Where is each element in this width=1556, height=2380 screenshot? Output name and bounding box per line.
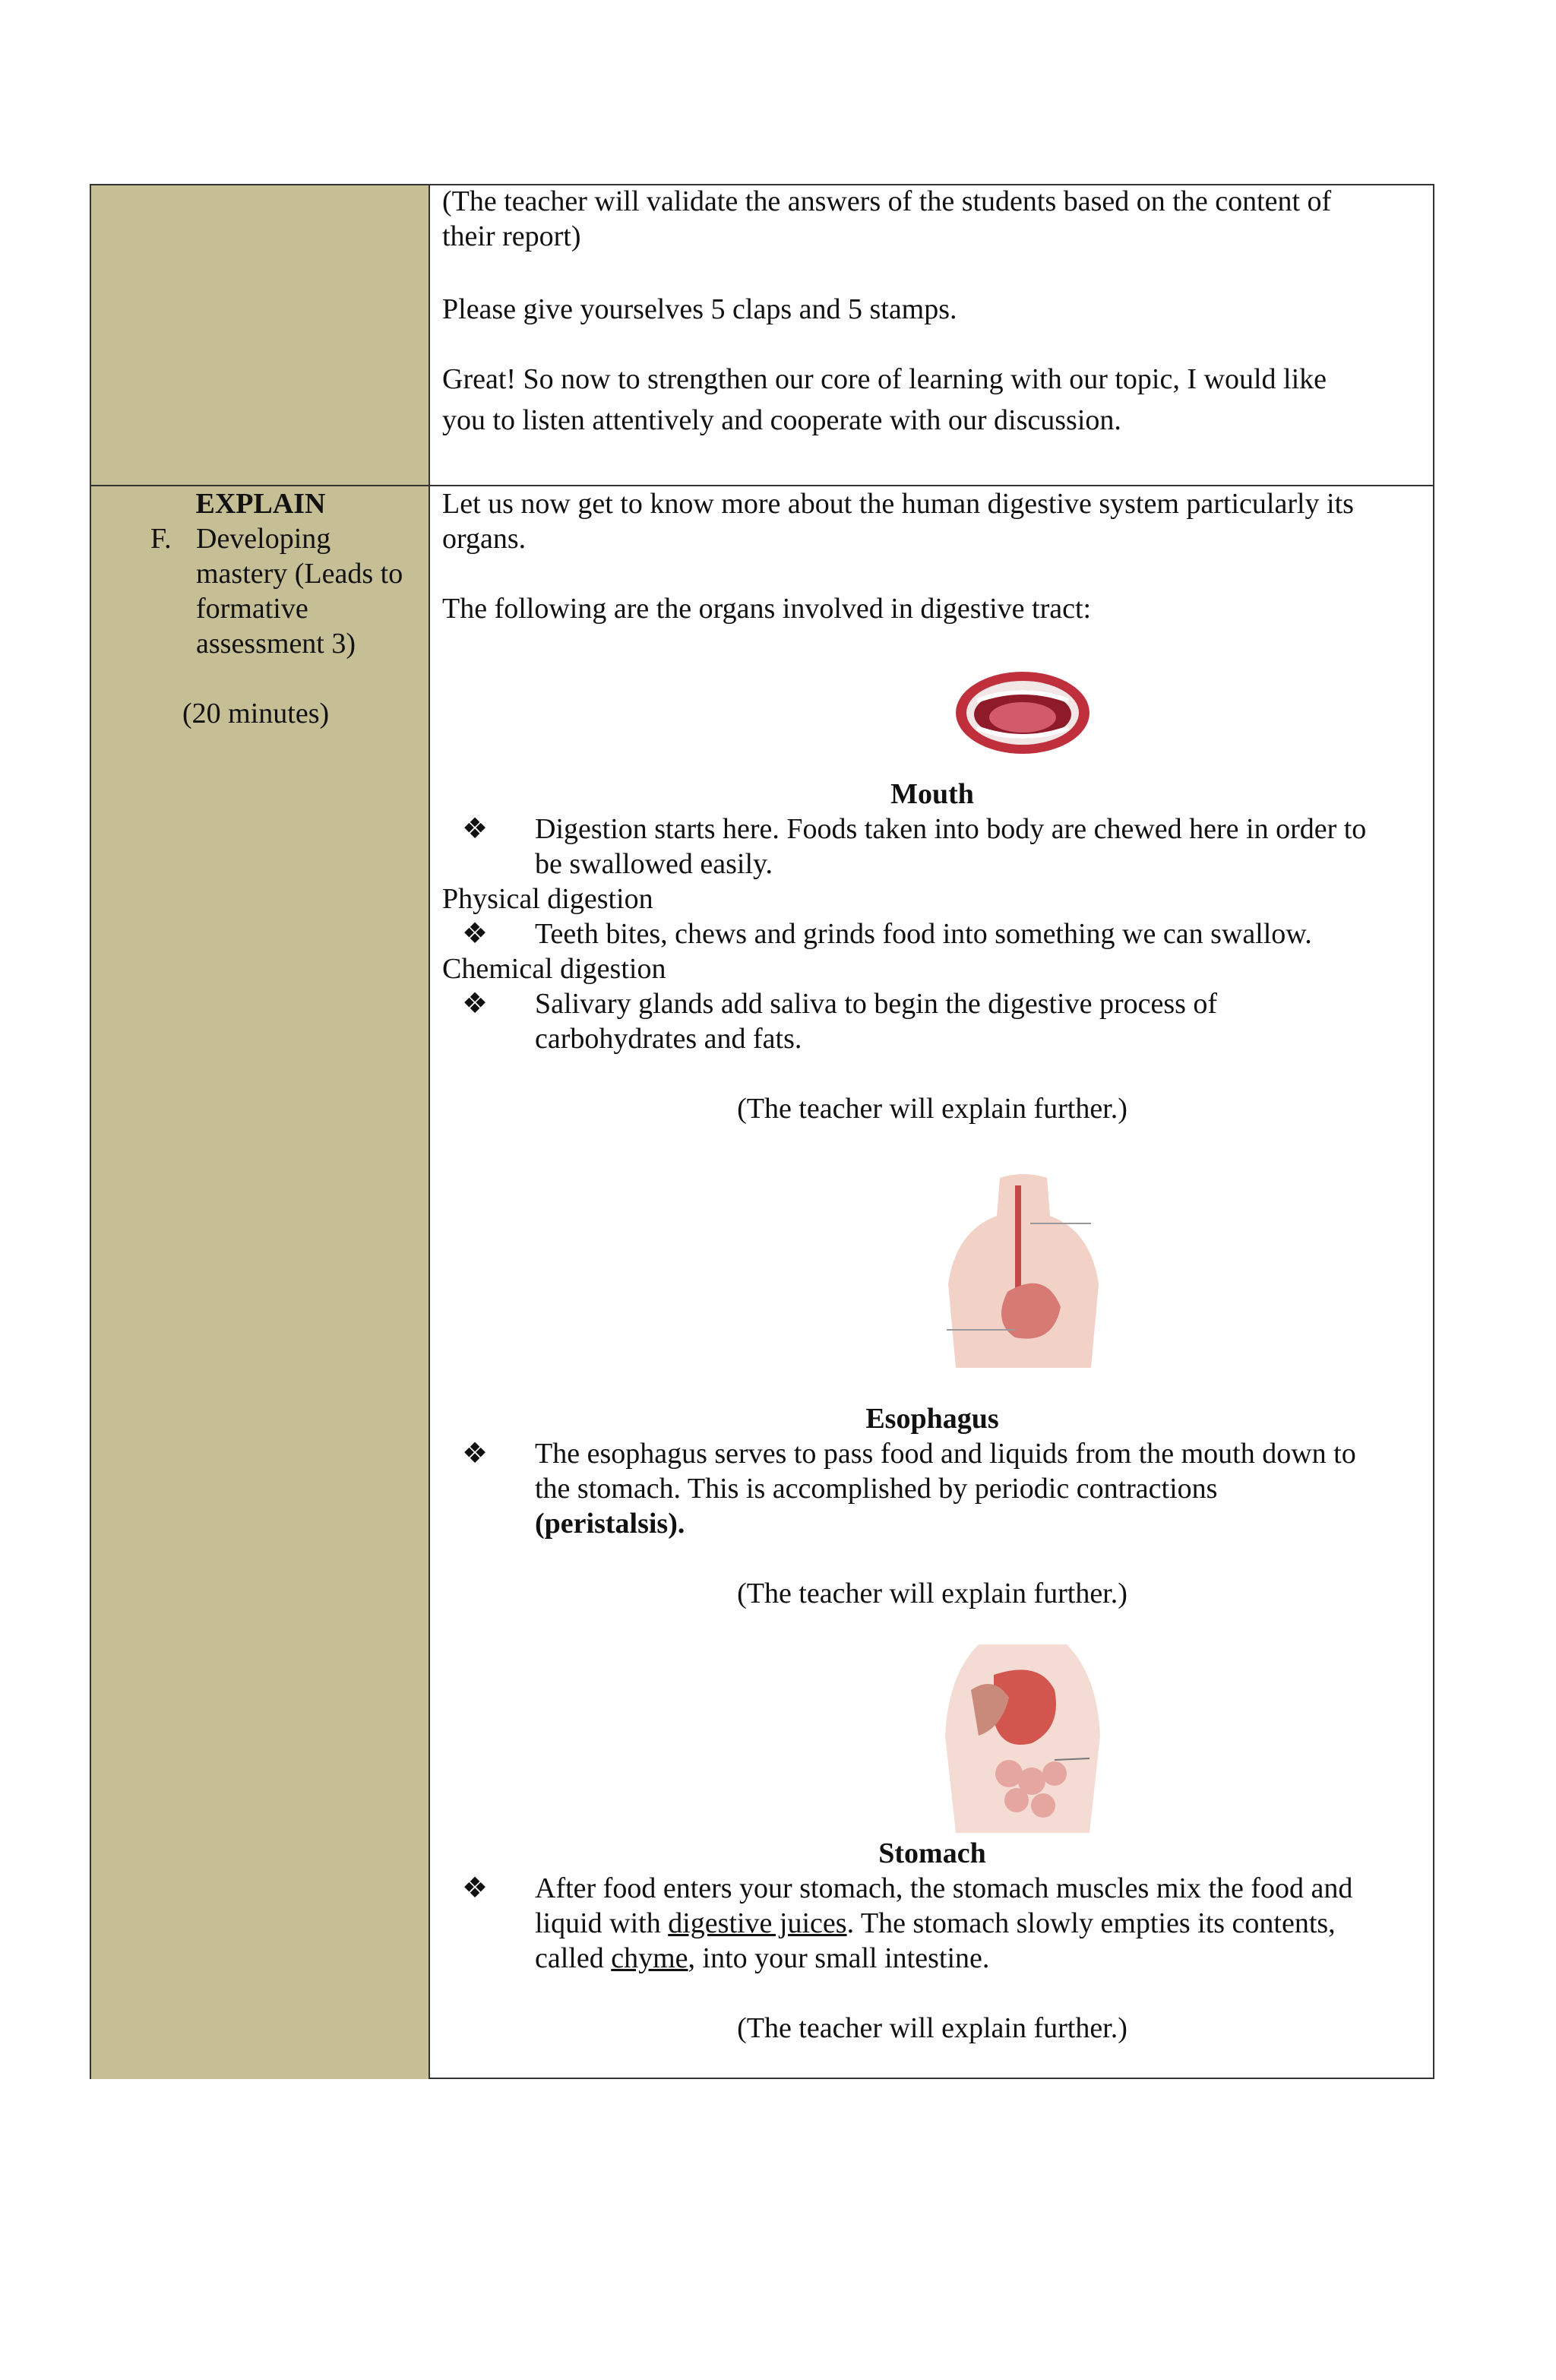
mouth-image xyxy=(954,670,1091,755)
table-row xyxy=(91,185,1433,485)
bullet-text: be swallowed easily. xyxy=(535,848,773,880)
term-chyme: chyme xyxy=(611,1942,688,1974)
bullet-icon: ❖ xyxy=(462,1438,489,1470)
bullet-text: After food enters your stomach, the stomach muscles mix the food and xyxy=(535,1872,1353,1904)
paragraph: Please give yourselves 5 claps and 5 stamps. xyxy=(442,293,957,325)
teacher-note: (The teacher will explain further.) xyxy=(737,1578,1127,1609)
term-digestive-juices: digestive juices xyxy=(668,1907,847,1939)
bullet-text: carbohydrates and fats. xyxy=(535,1023,802,1055)
intro-line: organs. xyxy=(442,523,527,555)
bullet-text-term: (peristalsis). xyxy=(535,1508,685,1540)
list-letter: F. xyxy=(150,523,172,555)
text-run: , into your small intestine. xyxy=(688,1942,990,1974)
bullet-text: The esophagus serves to pass food and liquids from the mouth down to xyxy=(535,1438,1356,1470)
esophagus-image xyxy=(939,1170,1108,1378)
bullet-icon: ❖ xyxy=(462,1872,489,1904)
teacher-note: (The teacher will explain further.) xyxy=(737,2012,1127,2044)
bullet-icon: ❖ xyxy=(462,918,489,950)
lesson-plan-table xyxy=(90,184,1434,2079)
bullet-text: Digestion starts here. Foods taken into body are chewed here in order to xyxy=(535,813,1367,845)
objective-line: formative xyxy=(196,593,308,625)
objective-line: mastery (Leads to xyxy=(196,558,403,590)
section-heading: EXPLAIN xyxy=(195,488,326,520)
objective-line: Developing xyxy=(196,523,331,555)
organ-title-stomach: Stomach xyxy=(878,1837,986,1869)
paragraph-line: their report) xyxy=(442,220,581,252)
stomach-image xyxy=(941,1644,1105,1833)
duration: (20 minutes) xyxy=(182,698,330,730)
left-cell-explain xyxy=(91,486,430,2079)
organ-title-mouth: Mouth xyxy=(890,778,974,810)
bullet-icon: ❖ xyxy=(462,813,489,845)
left-cell-empty xyxy=(91,185,430,485)
bullet-text xyxy=(535,1941,989,1976)
organ-title-esophagus: Esophagus xyxy=(865,1403,999,1435)
paragraph-line: you to listen attentively and cooperate with our discussion. xyxy=(442,404,1121,436)
bullet-text xyxy=(535,1906,1336,1941)
subheading-chemical: Chemical digestion xyxy=(442,953,666,985)
bullet-text: Teeth bites, chews and grinds food into something we can swallow. xyxy=(535,918,1312,950)
intro-line: The following are the organs involved in digestive tract: xyxy=(442,593,1092,625)
right-cell-validation xyxy=(430,185,1433,485)
table-row xyxy=(91,485,1433,2079)
bullet-icon: ❖ xyxy=(462,988,489,1020)
text-run: . The stomach slowly empties its contents, xyxy=(846,1907,1336,1939)
bullet-text: Salivary glands add saliva to begin the digestive process of xyxy=(535,988,1218,1020)
paragraph-line: Great! So now to strengthen our core of learning with our topic, I would like xyxy=(442,363,1327,395)
subheading-physical: Physical digestion xyxy=(442,883,653,915)
intro-line: Let us now get to know more about the human digestive system particularly its xyxy=(442,488,1354,520)
bullet-text: the stomach. This is accomplished by periodic contractions xyxy=(535,1473,1218,1505)
objective-line: assessment 3) xyxy=(196,628,356,660)
teacher-note: (The teacher will explain further.) xyxy=(737,1093,1127,1125)
text-run: called xyxy=(535,1942,612,1974)
paragraph-line: (The teacher will validate the answers of the students based on the content of xyxy=(442,185,1332,217)
right-cell-content xyxy=(430,486,1433,2079)
text-run: liquid with xyxy=(535,1907,669,1939)
